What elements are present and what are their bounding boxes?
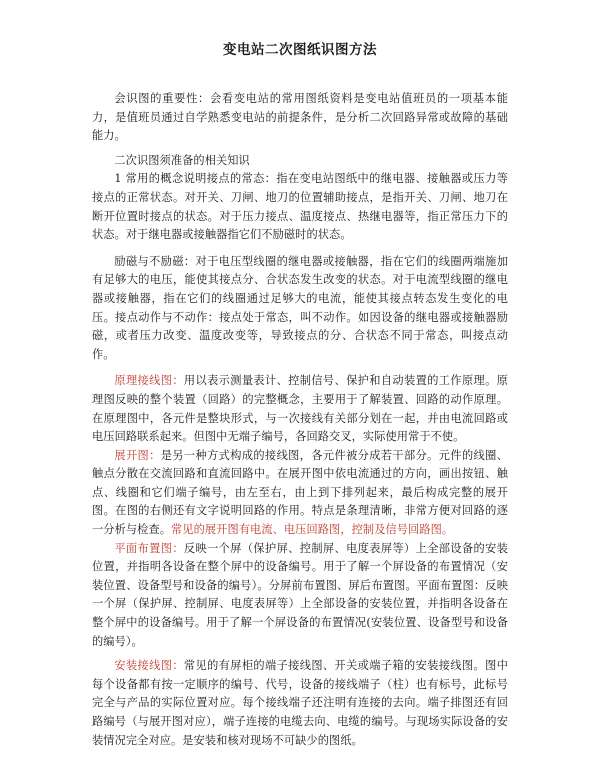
item1-paragraph: 1 常用的概念说明接点的常态：指在变电站图纸中的继电器、接触器或压力等接点的正常状态。对开关、刀闸、地刀的位置辅助接点，是指开关、刀闸、地刀在断开位置时接点的状态。对于压力接点、温度接点、热继电器等，指正常压力下的状态。对于继电器或接触器指它们不励磁时的状态。 [92,172,508,242]
expanded-highlight: 常见的展开图有电流、电压回路图，控制及信号回路图。 [171,523,454,537]
installation-text: 常见的有屏柜的端子接线图、开关或端子箱的安装接线图。图中每个设备都有按一定顺序的编号、代号，设备的接线端子（柱）也有标号，此标号完全与产品的实际位置对应。每个接线端子还注明有连接的去向。端子排图还有回路编号（与展开图对应），端子连接的电缆去向、电缆的编号。与现场实际设备的安装情况完全对应。是安装和核对现场不可缺少的图纸。 [92,659,508,747]
layout-text: 反映一个屏（保护屏、控制屏、电度表屏等）上全部设备的安装位置，并指明各设备在整个屏中的设备编号。用于了解一个屏设备的布置情况（安装位置、设备型号和设备的编号）。分屏前布置图、屏后布置图。平面布置图：反映一个屏（保护屏、控制屏、电度表屏等）上全部设备的安装位置，并指明各设备在整个屏中的设备编号。用于了解一个屏设备的布置情况(安装位置、设备型号和设备的编号）。 [92,541,508,648]
intro-paragraph: 会识图的重要性：会看变电站的常用图纸资料是变电站值班员的一项基本能力，是值班员通过自学熟悉变电站的前提条件，是分析二次回路异常或故障的基础能力。 [92,92,508,143]
schematic-paragraph [92,372,508,446]
layout-term: 平面布置图： [114,541,184,555]
expanded-text: 是另一种方式构成的接线图，各元件被分成若干部分。元件的线圈、触点分散在交流回路和直流回路中。在展开图中依电流通过的方向，画出按钮、触点、线圈和它们端子编号，由左至右，由上到下排列起来，最后构成完整的展开图。在图的右侧还有文字说明回路的作用。特点是条理清晰，非常方便对回路的逐一分析与检查。 [92,448,508,537]
schematic-term: 原理接线图： [114,374,184,388]
layout-paragraph [92,540,508,652]
expanded-paragraph [92,447,508,540]
expanded-term: 展开图： [114,448,161,462]
page-title: 变电站二次图纸识图方法 [223,42,377,58]
excitation-paragraph: 励磁与不励磁：对于电压型线圈的继电器或接触器，指在它们的线圈两端施加有足够大的电压，能使其接点分、合状态发生改变的状态。对于电流型线圈的继电器或接触器，指在它们的线圈通过足够大的电流，能使其接点转态发生变化的电压。接点动作与不动作：接点处于常态，叫不动作。如因设备的继电器或接触器励磁，或者压力改变、温度改变等，导致接点的分、合状态不同于常态，叫接点动作。 [92,254,508,361]
schematic-text: 用以表示测量表计、控制信号、保护和自动装置的工作原理。原理图反映的整个装置（回路）的完整概念，主要用于了解装置、回路的动作原理。在原理图中，各元件是整块形式，与一次接线有关部分划在一起，并由电流回路或电压回路联系起来。但图中无端子编号，各回路交叉，实际使用常于不使。 [92,374,508,444]
installation-term: 安装接线图： [114,659,184,673]
section-heading: 二次识图须准备的相关知识 [114,153,250,167]
installation-paragraph [92,657,508,750]
